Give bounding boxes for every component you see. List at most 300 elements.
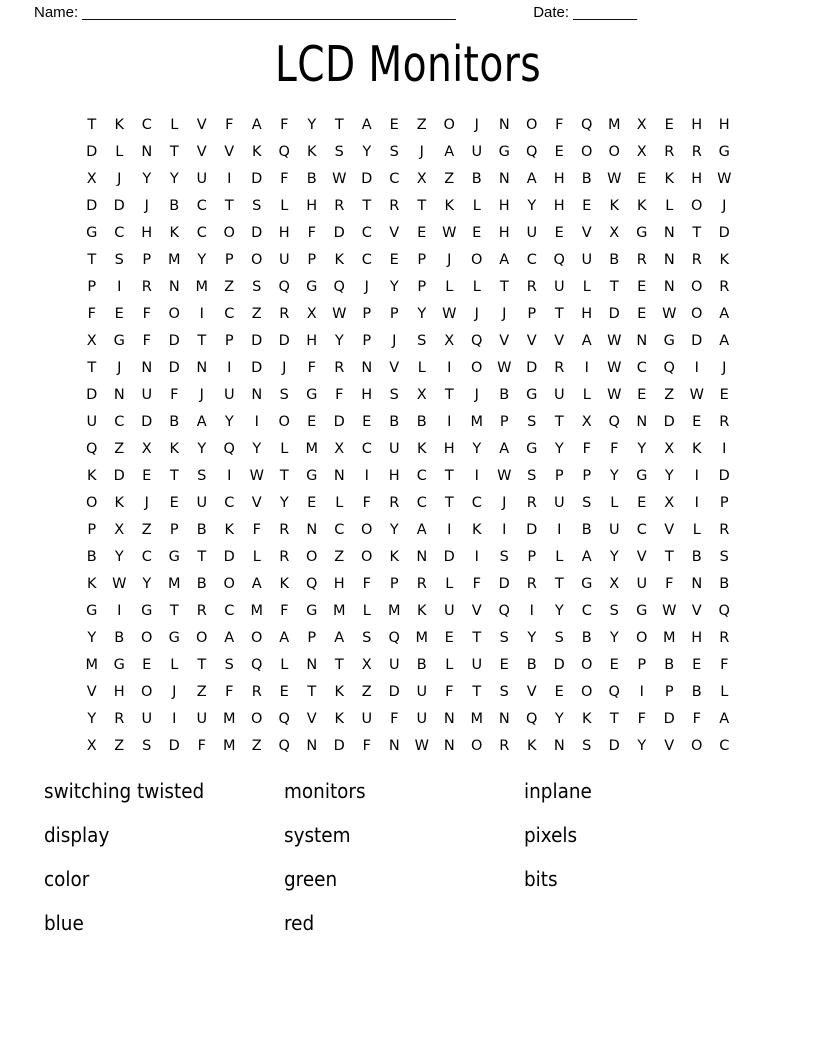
grid-cell[interactable]: O — [251, 630, 263, 646]
grid-cell[interactable]: T — [444, 468, 454, 484]
grid-cell[interactable]: Z — [224, 279, 235, 295]
grid-cell[interactable]: N — [443, 711, 455, 727]
grid-cell[interactable]: S — [719, 549, 729, 565]
grid-cell[interactable]: Z — [141, 522, 152, 538]
grid-cell[interactable]: W — [662, 603, 677, 619]
grid-cell[interactable]: V — [389, 225, 400, 241]
grid-cell[interactable]: I — [117, 603, 122, 619]
grid-cell[interactable]: L — [252, 549, 261, 565]
grid-cell[interactable]: I — [557, 522, 562, 538]
grid-cell[interactable]: K — [279, 576, 289, 592]
grid-cell[interactable]: P — [389, 306, 399, 322]
grid-cell[interactable]: U — [608, 522, 620, 538]
grid-cell[interactable]: N — [663, 279, 675, 295]
grid-cell[interactable]: J — [117, 360, 122, 376]
grid-cell[interactable]: L — [417, 360, 426, 376]
grid-cell[interactable]: C — [196, 225, 207, 241]
grid-cell[interactable]: Y — [637, 441, 647, 457]
grid-cell[interactable]: D — [251, 360, 263, 376]
grid-cell[interactable]: N — [251, 387, 263, 403]
grid-cell[interactable]: O — [691, 738, 703, 754]
grid-cell[interactable]: H — [498, 198, 510, 214]
grid-cell[interactable]: U — [471, 144, 483, 160]
grid-cell[interactable]: I — [447, 360, 452, 376]
grid-cell[interactable]: E — [307, 495, 317, 511]
grid-cell[interactable]: K — [251, 144, 262, 160]
grid-cell[interactable]: F — [362, 738, 371, 754]
grid-cell[interactable]: M — [387, 603, 401, 619]
grid-cell[interactable]: I — [474, 468, 479, 484]
grid-cell[interactable]: Y — [87, 630, 97, 646]
grid-cell[interactable]: I — [694, 468, 699, 484]
grid-cell[interactable]: A — [719, 711, 730, 727]
grid-cell[interactable]: S — [499, 549, 509, 565]
grid-cell[interactable]: B — [416, 414, 427, 430]
grid-cell[interactable]: I — [447, 414, 452, 430]
grid-cell[interactable]: R — [196, 603, 207, 619]
grid-cell[interactable]: R — [251, 684, 262, 700]
grid-cell[interactable]: Y — [389, 522, 399, 538]
grid-cell[interactable]: I — [694, 360, 699, 376]
grid-cell[interactable]: P — [362, 333, 372, 349]
grid-cell[interactable]: K — [691, 441, 702, 457]
grid-cell[interactable]: O — [306, 549, 318, 565]
grid-cell[interactable]: R — [554, 360, 565, 376]
grid-cell[interactable]: M — [415, 630, 428, 646]
grid-cell[interactable]: T — [197, 549, 207, 565]
grid-cell[interactable]: S — [582, 495, 592, 511]
word-bank-item[interactable]: red — [284, 911, 315, 935]
grid-cell[interactable]: V — [636, 549, 647, 565]
grid-cell[interactable]: D — [608, 306, 620, 322]
grid-cell[interactable]: N — [168, 279, 180, 295]
grid-cell[interactable]: R — [389, 198, 400, 214]
grid-cell[interactable]: F — [225, 117, 234, 133]
grid-cell[interactable]: M — [195, 279, 208, 295]
grid-cell[interactable]: V — [526, 684, 537, 700]
grid-cell[interactable]: B — [691, 549, 702, 565]
grid-cell[interactable]: I — [529, 603, 534, 619]
grid-cell[interactable]: K — [334, 684, 344, 700]
grid-cell[interactable]: W — [414, 738, 429, 754]
grid-cell[interactable]: Y — [554, 711, 564, 727]
grid-cell[interactable]: G — [168, 630, 180, 646]
grid-cell[interactable]: T — [307, 684, 317, 700]
grid-cell[interactable]: Y — [637, 738, 647, 754]
grid-cell[interactable]: T — [554, 576, 564, 592]
grid-cell[interactable]: X — [86, 333, 97, 349]
grid-cell[interactable]: E — [389, 252, 399, 268]
grid-cell[interactable]: Z — [334, 549, 345, 565]
grid-cell[interactable]: V — [196, 144, 207, 160]
grid-cell[interactable]: X — [444, 333, 455, 349]
grid-cell[interactable]: N — [141, 144, 153, 160]
grid-cell[interactable]: Y — [417, 306, 427, 322]
grid-cell[interactable]: C — [141, 549, 152, 565]
grid-cell[interactable]: G — [636, 603, 648, 619]
grid-cell[interactable]: E — [279, 684, 289, 700]
grid-cell[interactable]: O — [223, 576, 235, 592]
grid-cell[interactable]: K — [169, 441, 179, 457]
grid-cell[interactable]: K — [719, 252, 729, 268]
grid-cell[interactable]: W — [497, 360, 512, 376]
grid-cell[interactable]: H — [498, 225, 510, 241]
grid-cell[interactable]: T — [472, 630, 482, 646]
grid-cell[interactable]: K — [86, 576, 97, 592]
grid-cell[interactable]: R — [279, 306, 290, 322]
grid-cell[interactable]: E — [307, 414, 317, 430]
grid-cell[interactable]: V — [691, 603, 702, 619]
grid-cell[interactable]: M — [607, 117, 621, 133]
grid-cell[interactable]: Y — [362, 144, 372, 160]
grid-cell[interactable]: O — [443, 117, 455, 133]
grid-cell[interactable]: K — [471, 522, 482, 538]
grid-cell[interactable]: Y — [472, 441, 482, 457]
grid-cell[interactable]: C — [141, 117, 152, 133]
grid-cell[interactable]: N — [113, 387, 125, 403]
grid-cell[interactable]: P — [664, 684, 674, 700]
grid-cell[interactable]: O — [278, 414, 290, 430]
grid-cell[interactable]: X — [86, 738, 97, 754]
grid-cell[interactable]: B — [581, 522, 592, 538]
grid-cell[interactable]: H — [581, 306, 593, 322]
grid-cell[interactable]: K — [306, 144, 317, 160]
grid-cell[interactable]: X — [86, 171, 97, 187]
grid-cell[interactable]: Q — [663, 360, 675, 376]
grid-cell[interactable]: M — [662, 630, 676, 646]
grid-cell[interactable]: N — [636, 333, 648, 349]
grid-cell[interactable]: P — [87, 522, 97, 538]
grid-cell[interactable]: F — [610, 441, 619, 457]
grid-cell[interactable]: U — [223, 387, 235, 403]
grid-cell[interactable]: V — [471, 603, 482, 619]
grid-cell[interactable]: R — [499, 738, 510, 754]
word-bank-item[interactable]: inplane — [524, 779, 592, 803]
grid-cell[interactable]: D — [278, 333, 290, 349]
grid-cell[interactable]: D — [251, 225, 263, 241]
grid-cell[interactable]: V — [196, 117, 207, 133]
grid-cell[interactable]: G — [498, 144, 510, 160]
word-bank-item[interactable]: switching twisted — [44, 779, 205, 803]
grid-cell[interactable]: F — [142, 333, 151, 349]
grid-cell[interactable]: F — [307, 225, 316, 241]
grid-cell[interactable]: L — [280, 198, 289, 214]
grid-cell[interactable]: J — [282, 360, 287, 376]
grid-cell[interactable]: L — [720, 684, 729, 700]
grid-cell[interactable]: X — [306, 306, 317, 322]
grid-cell[interactable]: L — [170, 117, 179, 133]
word-bank-item[interactable]: blue — [44, 911, 84, 935]
grid-cell[interactable]: O — [471, 360, 483, 376]
grid-cell[interactable]: W — [689, 387, 704, 403]
date-write-line[interactable]: ________ — [573, 4, 637, 21]
grid-cell[interactable]: H — [691, 630, 703, 646]
grid-cell[interactable]: O — [168, 306, 180, 322]
grid-cell[interactable]: G — [306, 387, 318, 403]
grid-cell[interactable]: F — [362, 495, 371, 511]
grid-cell[interactable]: D — [86, 198, 98, 214]
grid-cell[interactable]: E — [114, 306, 124, 322]
grid-cell[interactable]: Q — [718, 603, 730, 619]
grid-cell[interactable]: N — [498, 117, 510, 133]
grid-cell[interactable]: C — [224, 603, 235, 619]
grid-cell[interactable]: Y — [609, 468, 619, 484]
grid-cell[interactable]: N — [306, 522, 318, 538]
grid-cell[interactable]: N — [333, 468, 345, 484]
grid-cell[interactable]: M — [167, 252, 181, 268]
grid-cell[interactable]: D — [361, 171, 373, 187]
grid-cell[interactable]: O — [691, 198, 703, 214]
grid-cell[interactable]: A — [251, 117, 262, 133]
grid-cell[interactable]: Q — [223, 441, 235, 457]
grid-cell[interactable]: F — [307, 360, 316, 376]
grid-cell[interactable]: L — [280, 657, 289, 673]
grid-cell[interactable]: F — [472, 576, 481, 592]
grid-cell[interactable]: H — [113, 684, 125, 700]
grid-cell[interactable]: Q — [553, 252, 565, 268]
grid-cell[interactable]: L — [362, 603, 371, 619]
grid-cell[interactable]: T — [499, 279, 509, 295]
grid-cell[interactable]: W — [662, 306, 677, 322]
grid-cell[interactable]: P — [499, 414, 509, 430]
grid-cell[interactable]: G — [113, 657, 125, 673]
grid-cell[interactable]: Y — [252, 441, 262, 457]
grid-cell[interactable]: K — [416, 603, 427, 619]
grid-cell[interactable]: A — [719, 333, 730, 349]
grid-cell[interactable]: I — [502, 522, 507, 538]
grid-cell[interactable]: A — [581, 549, 592, 565]
grid-cell[interactable]: U — [443, 603, 455, 619]
grid-cell[interactable]: Q — [388, 630, 400, 646]
grid-cell[interactable]: R — [526, 495, 537, 511]
grid-cell[interactable]: A — [499, 441, 510, 457]
grid-cell[interactable]: J — [392, 333, 397, 349]
grid-cell[interactable]: P — [582, 468, 592, 484]
grid-cell[interactable]: I — [172, 711, 177, 727]
grid-cell[interactable]: C — [471, 495, 482, 511]
grid-cell[interactable]: Y — [142, 171, 152, 187]
grid-cell[interactable]: S — [389, 387, 399, 403]
grid-cell[interactable]: P — [142, 252, 152, 268]
grid-cell[interactable]: E — [554, 144, 564, 160]
grid-cell[interactable]: U — [526, 225, 538, 241]
grid-cell[interactable]: K — [114, 495, 124, 511]
grid-cell[interactable]: T — [169, 468, 179, 484]
grid-cell[interactable]: A — [361, 117, 372, 133]
grid-cell[interactable]: P — [362, 306, 372, 322]
grid-cell[interactable]: Y — [279, 495, 289, 511]
grid-cell[interactable]: G — [168, 549, 180, 565]
grid-cell[interactable]: O — [141, 630, 153, 646]
grid-cell[interactable]: F — [142, 306, 151, 322]
grid-cell[interactable]: Q — [86, 441, 98, 457]
grid-cell[interactable]: B — [196, 576, 207, 592]
grid-cell[interactable]: Z — [196, 684, 207, 700]
grid-cell[interactable]: W — [442, 306, 457, 322]
grid-cell[interactable]: Y — [197, 252, 207, 268]
grid-cell[interactable]: X — [664, 441, 675, 457]
grid-cell[interactable]: F — [555, 117, 564, 133]
grid-cell[interactable]: S — [554, 630, 564, 646]
grid-cell[interactable]: W — [607, 333, 622, 349]
grid-cell[interactable]: L — [610, 495, 619, 511]
grid-cell[interactable]: G — [526, 441, 538, 457]
grid-cell[interactable]: M — [332, 603, 346, 619]
grid-cell[interactable]: I — [722, 441, 727, 457]
grid-cell[interactable]: D — [333, 225, 345, 241]
grid-cell[interactable]: C — [416, 468, 427, 484]
grid-cell[interactable]: C — [361, 252, 372, 268]
grid-cell[interactable]: S — [142, 738, 152, 754]
grid-cell[interactable]: Z — [114, 738, 125, 754]
grid-cell[interactable]: P — [719, 495, 729, 511]
grid-cell[interactable]: I — [227, 360, 232, 376]
grid-cell[interactable]: P — [224, 333, 234, 349]
grid-cell[interactable]: U — [361, 711, 373, 727]
grid-cell[interactable]: N — [498, 171, 510, 187]
grid-cell[interactable]: Y — [664, 468, 674, 484]
grid-cell[interactable]: H — [333, 576, 345, 592]
grid-cell[interactable]: U — [141, 711, 153, 727]
grid-cell[interactable]: H — [443, 441, 455, 457]
grid-cell[interactable]: X — [334, 441, 345, 457]
grid-cell[interactable]: T — [444, 387, 454, 403]
grid-cell[interactable]: E — [637, 495, 647, 511]
grid-cell[interactable]: V — [224, 144, 235, 160]
grid-cell[interactable]: Z — [361, 684, 372, 700]
grid-cell[interactable]: E — [692, 657, 702, 673]
grid-cell[interactable]: V — [664, 738, 675, 754]
grid-cell[interactable]: O — [526, 117, 538, 133]
grid-cell[interactable]: F — [390, 711, 399, 727]
grid-cell[interactable]: B — [196, 522, 207, 538]
grid-cell[interactable]: V — [664, 522, 675, 538]
grid-cell[interactable]: M — [250, 603, 263, 619]
grid-cell[interactable]: K — [334, 252, 344, 268]
grid-cell[interactable]: O — [608, 144, 620, 160]
grid-cell[interactable]: E — [142, 468, 152, 484]
grid-cell[interactable]: W — [249, 468, 264, 484]
grid-cell[interactable]: Y — [334, 333, 344, 349]
grid-cell[interactable]: A — [499, 252, 510, 268]
grid-cell[interactable]: P — [527, 306, 537, 322]
grid-cell[interactable]: E — [554, 225, 564, 241]
grid-cell[interactable]: H — [388, 468, 400, 484]
grid-cell[interactable]: M — [167, 576, 181, 592]
grid-cell[interactable]: J — [474, 306, 479, 322]
grid-cell[interactable]: P — [307, 252, 317, 268]
grid-cell[interactable]: C — [719, 738, 730, 754]
grid-cell[interactable]: A — [196, 414, 207, 430]
grid-cell[interactable]: Y — [554, 603, 564, 619]
grid-cell[interactable]: K — [581, 711, 592, 727]
grid-cell[interactable]: L — [582, 279, 591, 295]
grid-cell[interactable]: D — [333, 414, 345, 430]
grid-cell[interactable]: S — [362, 630, 372, 646]
grid-cell[interactable]: Y — [224, 414, 234, 430]
grid-cell[interactable]: D — [663, 414, 675, 430]
grid-cell[interactable]: M — [305, 441, 318, 457]
grid-cell[interactable]: Y — [87, 711, 97, 727]
grid-cell[interactable]: Y — [197, 441, 207, 457]
word-bank-item[interactable]: bits — [524, 867, 558, 891]
grid-cell[interactable]: I — [364, 468, 369, 484]
grid-cell[interactable]: S — [334, 144, 344, 160]
grid-cell[interactable]: M — [222, 738, 236, 754]
grid-cell[interactable]: J — [502, 306, 507, 322]
grid-cell[interactable]: G — [113, 333, 125, 349]
grid-cell[interactable]: Y — [609, 630, 619, 646]
grid-cell[interactable]: F — [197, 738, 206, 754]
grid-cell[interactable]: T — [169, 144, 179, 160]
word-bank-item[interactable]: display — [44, 823, 110, 847]
grid-cell[interactable]: W — [607, 171, 622, 187]
grid-cell[interactable]: O — [251, 711, 263, 727]
grid-cell[interactable]: F — [637, 711, 646, 727]
grid-cell[interactable]: J — [144, 198, 149, 214]
grid-cell[interactable]: Q — [333, 279, 345, 295]
grid-cell[interactable]: E — [499, 657, 509, 673]
grid-cell[interactable]: J — [199, 387, 204, 403]
grid-cell[interactable]: R — [526, 576, 537, 592]
grid-cell[interactable]: N — [691, 576, 703, 592]
grid-cell[interactable]: U — [553, 279, 565, 295]
grid-cell[interactable]: E — [444, 630, 454, 646]
grid-cell[interactable]: B — [719, 576, 730, 592]
grid-cell[interactable]: L — [582, 387, 591, 403]
grid-cell[interactable]: E — [637, 171, 647, 187]
grid-cell[interactable]: Q — [471, 333, 483, 349]
grid-cell[interactable]: B — [169, 414, 180, 430]
grid-cell[interactable]: W — [112, 576, 127, 592]
grid-cell[interactable]: A — [279, 630, 290, 646]
grid-cell[interactable]: V — [581, 225, 592, 241]
grid-cell[interactable]: N — [306, 738, 318, 754]
grid-cell[interactable]: K — [664, 171, 674, 187]
grid-cell[interactable]: Q — [278, 279, 290, 295]
grid-cell[interactable]: G — [526, 387, 538, 403]
grid-cell[interactable]: B — [306, 171, 317, 187]
grid-cell[interactable]: U — [196, 171, 208, 187]
grid-cell[interactable]: U — [636, 576, 648, 592]
grid-cell[interactable]: E — [719, 387, 729, 403]
grid-cell[interactable]: R — [719, 630, 730, 646]
grid-cell[interactable]: K — [609, 198, 619, 214]
grid-cell[interactable]: W — [332, 171, 347, 187]
grid-cell[interactable]: E — [692, 414, 702, 430]
grid-cell[interactable]: K — [334, 711, 344, 727]
grid-cell[interactable]: F — [665, 576, 674, 592]
grid-cell[interactable]: D — [663, 711, 675, 727]
grid-cell[interactable]: S — [417, 333, 427, 349]
grid-cell[interactable]: K — [416, 441, 427, 457]
grid-cell[interactable]: K — [444, 198, 454, 214]
grid-cell[interactable]: D — [86, 144, 98, 160]
grid-cell[interactable]: R — [691, 144, 702, 160]
grid-cell[interactable]: G — [141, 603, 153, 619]
grid-cell[interactable]: Q — [526, 711, 538, 727]
grid-cell[interactable]: Y — [307, 117, 317, 133]
grid-cell[interactable]: N — [306, 657, 318, 673]
grid-cell[interactable]: S — [527, 414, 537, 430]
grid-cell[interactable]: R — [279, 549, 290, 565]
grid-cell[interactable]: K — [169, 225, 179, 241]
grid-cell[interactable]: H — [691, 117, 703, 133]
grid-cell[interactable]: A — [526, 171, 537, 187]
grid-cell[interactable]: S — [197, 468, 207, 484]
grid-cell[interactable]: F — [225, 684, 234, 700]
grid-cell[interactable]: C — [334, 522, 345, 538]
